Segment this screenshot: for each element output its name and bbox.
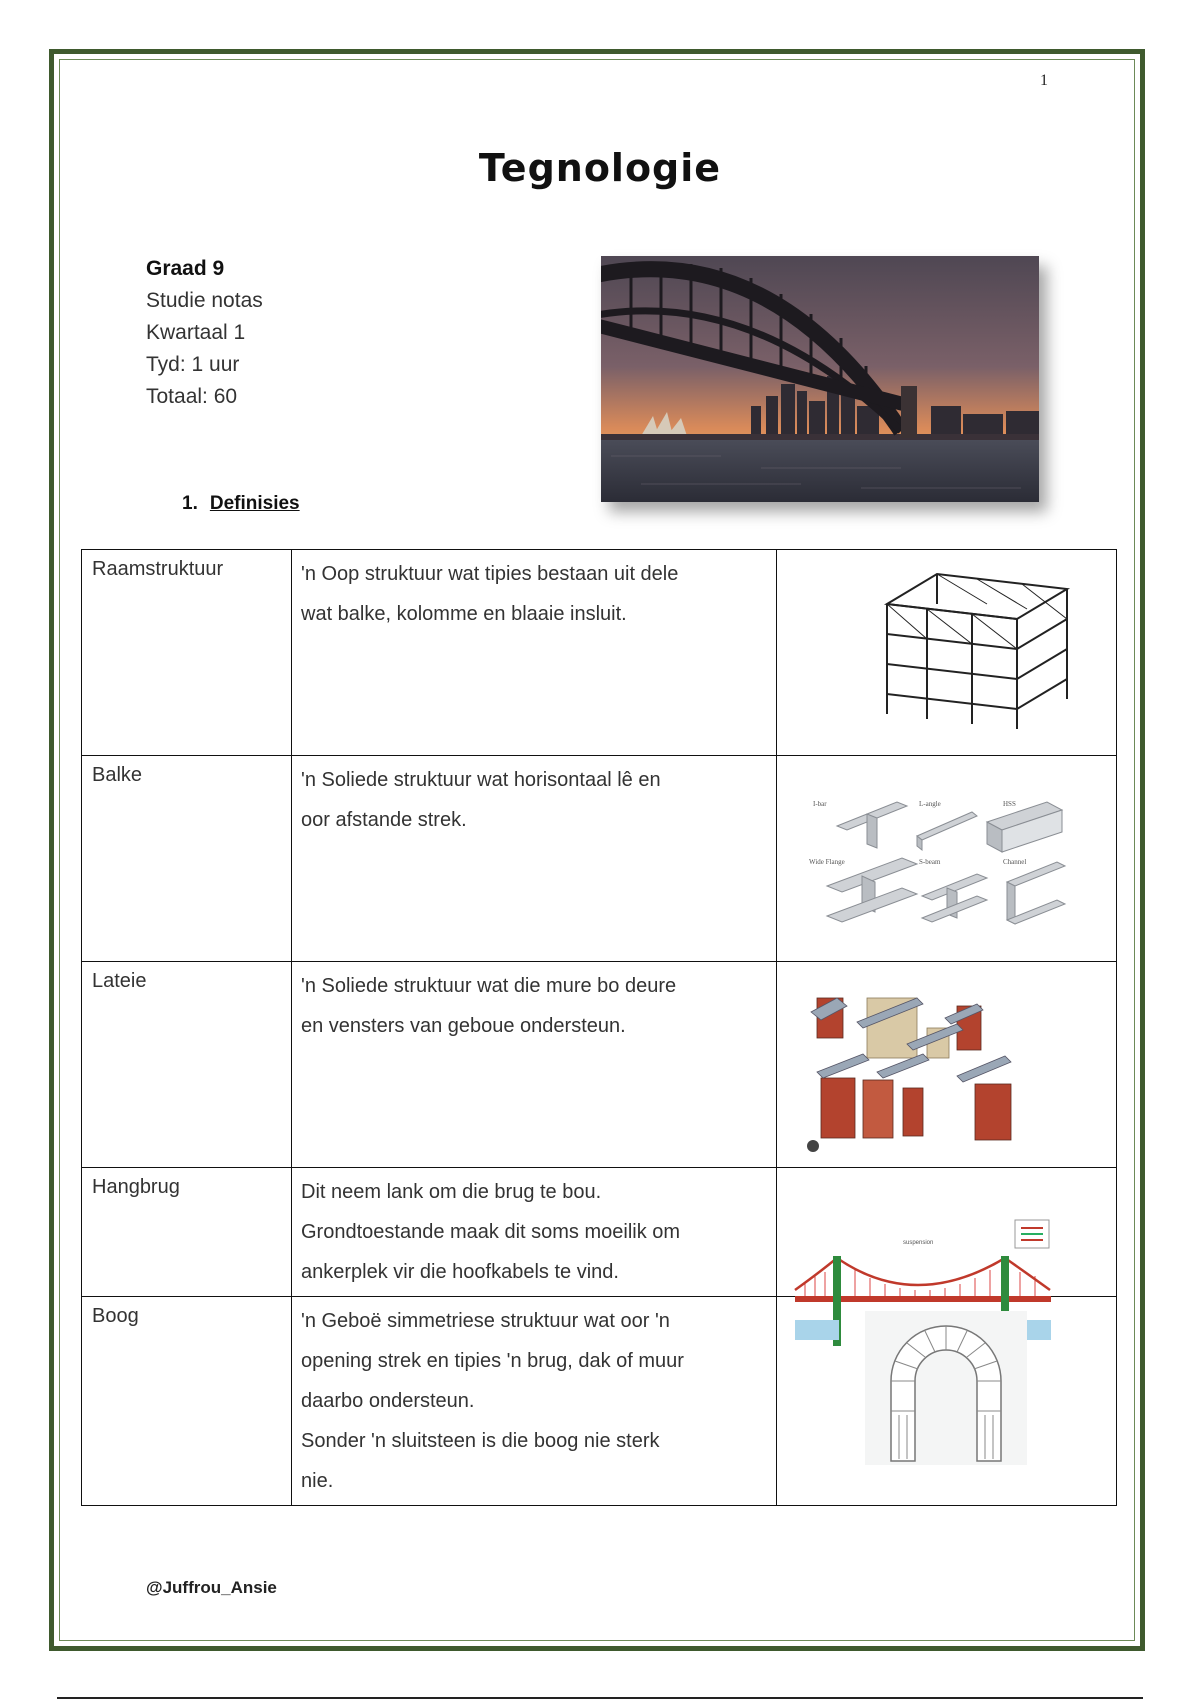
frame-structure-illustration: [877, 564, 1077, 734]
definitions-table: [81, 549, 1117, 1506]
description-line: opening strek en tipies 'n brug, dak of muur: [301, 1350, 684, 1372]
term-cell: Balke: [82, 756, 292, 962]
description-line: 'n Geboë simmetriese struktuur wat oor 'n: [301, 1310, 670, 1332]
image-cell: [777, 756, 1117, 962]
description-line: en vensters van geboue ondersteun.: [301, 1015, 626, 1037]
arch-illustration: [865, 1311, 1027, 1465]
bottom-rule: [57, 1697, 1143, 1699]
author-handle: @Juffrou_Ansie: [146, 1578, 277, 1597]
description-line: oor afstande strek.: [301, 809, 467, 831]
description-line: Sonder 'n sluitsteen is die boog nie sterk: [301, 1430, 660, 1452]
table-row: [82, 1297, 1117, 1506]
table-row: [82, 962, 1117, 1168]
description-line: 'n Soliede struktuur wat die mure bo deure: [301, 975, 677, 997]
bridge-photo: [601, 256, 1039, 502]
description-line: Grondtoestande maak dit soms moeilik om: [301, 1221, 681, 1243]
description-cell: [292, 1168, 777, 1297]
time-label: Tyd: 1 uur: [146, 353, 240, 376]
beam-label: I-bar: [813, 800, 827, 808]
page-title: Tegnologie: [478, 146, 722, 190]
lintels-illustration: [807, 988, 1037, 1158]
bridge-label: suspension: [903, 1240, 934, 1246]
beam-label: Wide Flange: [809, 858, 845, 866]
description-line: 'n Oop struktuur wat tipies bestaan uit dele: [301, 563, 679, 585]
grade-label: Graad 9: [146, 257, 225, 280]
beam-label: S-beam: [919, 858, 941, 866]
table-row: [82, 756, 1117, 962]
description-line: Dit neem lank om die brug te bou.: [301, 1181, 602, 1203]
section-heading: [182, 493, 300, 515]
description-line: daarbo ondersteun.: [301, 1390, 475, 1412]
total-label: Totaal: 60: [146, 385, 238, 408]
beam-label: L-angle: [919, 800, 941, 808]
steel-beams-illustration: [807, 796, 1077, 936]
image-cell: [777, 550, 1117, 756]
term-label: Kwartaal 1: [146, 321, 246, 344]
document-info: [146, 253, 263, 413]
term-cell: Boog: [82, 1297, 292, 1506]
term-cell: Hangbrug: [82, 1168, 292, 1297]
description-line: ankerplek vir die hoofkabels te vind.: [301, 1261, 619, 1283]
table-row: [82, 1168, 1117, 1297]
image-cell: [777, 962, 1117, 1168]
page-number: 1: [1040, 72, 1048, 89]
description-cell: [292, 962, 777, 1168]
description-line: 'n Soliede struktuur wat horisontaal lê en: [301, 769, 661, 791]
image-cell: [777, 1297, 1117, 1506]
description-cell: [292, 756, 777, 962]
table-row: [82, 550, 1117, 756]
beam-label: HSS: [1003, 800, 1016, 808]
description-cell: [292, 1297, 777, 1506]
term-cell: Raamstruktuur: [82, 550, 292, 756]
section-label: Definisies: [209, 493, 300, 514]
description-line: nie.: [301, 1470, 334, 1492]
notes-label: Studie notas: [146, 289, 263, 312]
beam-label: Channel: [1003, 858, 1027, 866]
image-cell: [777, 1168, 1117, 1297]
description-cell: [292, 550, 777, 756]
description-line: wat balke, kolomme en blaaie insluit.: [301, 603, 627, 625]
term-cell: Lateie: [82, 962, 292, 1168]
section-number: 1.: [182, 493, 198, 514]
